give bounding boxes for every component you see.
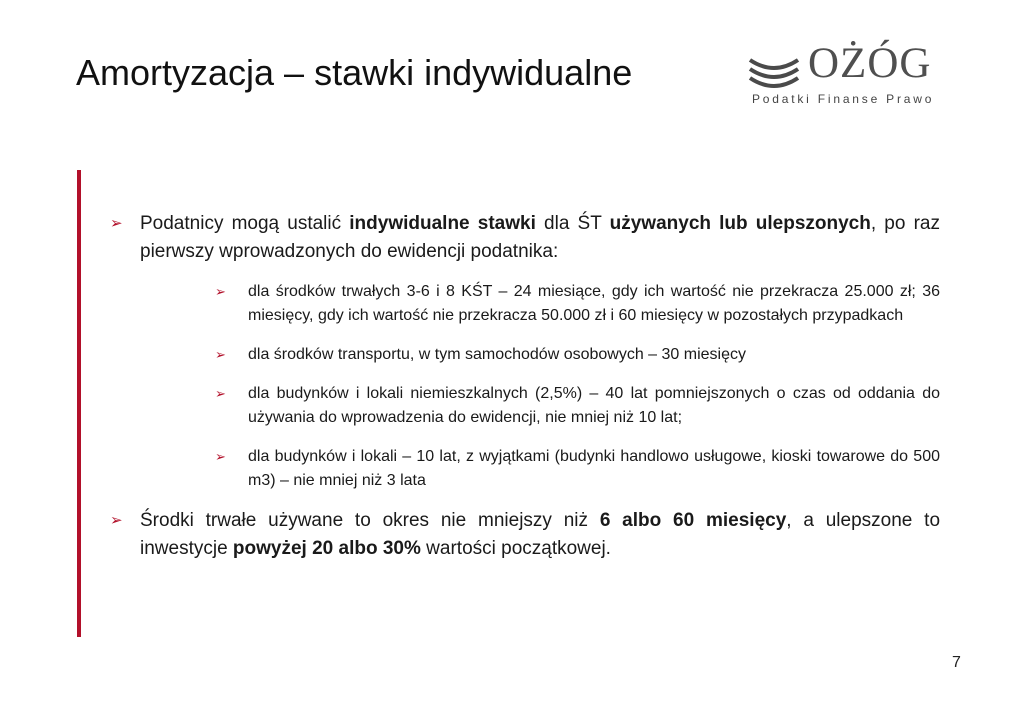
- logo-tagline: Podatki Finanse Prawo: [752, 92, 935, 106]
- page-number: 7: [952, 654, 961, 671]
- sub-list: [140, 280, 940, 493]
- company-logo: [748, 40, 948, 110]
- arrow-bullet-icon: ➢: [215, 284, 226, 299]
- bullet-text: Środki trwałe używane to okres nie mniejszy niż 6 albo 60 miesięcy, a ulepszone to inwestycje powyżej 20 albo 30% wartości początkowej.: [140, 510, 941, 559]
- sub-bullet-item: ➢ dla budynków i lokali – 10 lat, z wyjątkami (budynki handlowo usługowe, kioski towarowe do 500 m3) – nie mniej niż 3 lata: [215, 445, 940, 493]
- slide-title: Amortyzacja – stawki indywidualne: [76, 52, 633, 93]
- bullet-item: [108, 507, 940, 563]
- arrow-bullet-icon: ➢: [110, 215, 123, 232]
- bullet-text: Podatnicy mogą ustalić indywidualne stawki dla ŚT używanych lub ulepszonych, po raz pierwszy wprowadzonych do ewidencji podatnika:: [140, 213, 940, 262]
- arrow-bullet-icon: ➢: [215, 347, 226, 362]
- sub-bullet-item: ➢ dla budynków i lokali niemieszkalnych (2,5%) – 40 lat pomniejszonych o czas od oddania do używania do wprowadzenia do ewidencji, nie mniej niż 10 lat;: [215, 382, 940, 430]
- sub-bullet-item: ➢ dla środków transportu, w tym samochodów osobowych – 30 miesięcy: [215, 343, 940, 367]
- logo-wordmark: OŻÓG: [808, 40, 932, 87]
- arrow-bullet-icon: ➢: [110, 512, 123, 529]
- arrow-bullet-icon: ➢: [215, 449, 226, 464]
- arrow-bullet-icon: ➢: [215, 386, 226, 401]
- sub-bullet-item: ➢ dla środków trwałych 3-6 i 8 KŚT – 24 miesiące, gdy ich wartość nie przekracza 25.000 zł; 36 miesięcy, gdy ich wartość nie przekracza 50.000 zł i 60 miesięcy w pozostałych przypadkach: [215, 280, 940, 328]
- wave-lines-icon: [748, 54, 800, 94]
- bullet-item: [108, 210, 940, 493]
- accent-bar: [77, 170, 81, 637]
- slide-content: [108, 210, 940, 563]
